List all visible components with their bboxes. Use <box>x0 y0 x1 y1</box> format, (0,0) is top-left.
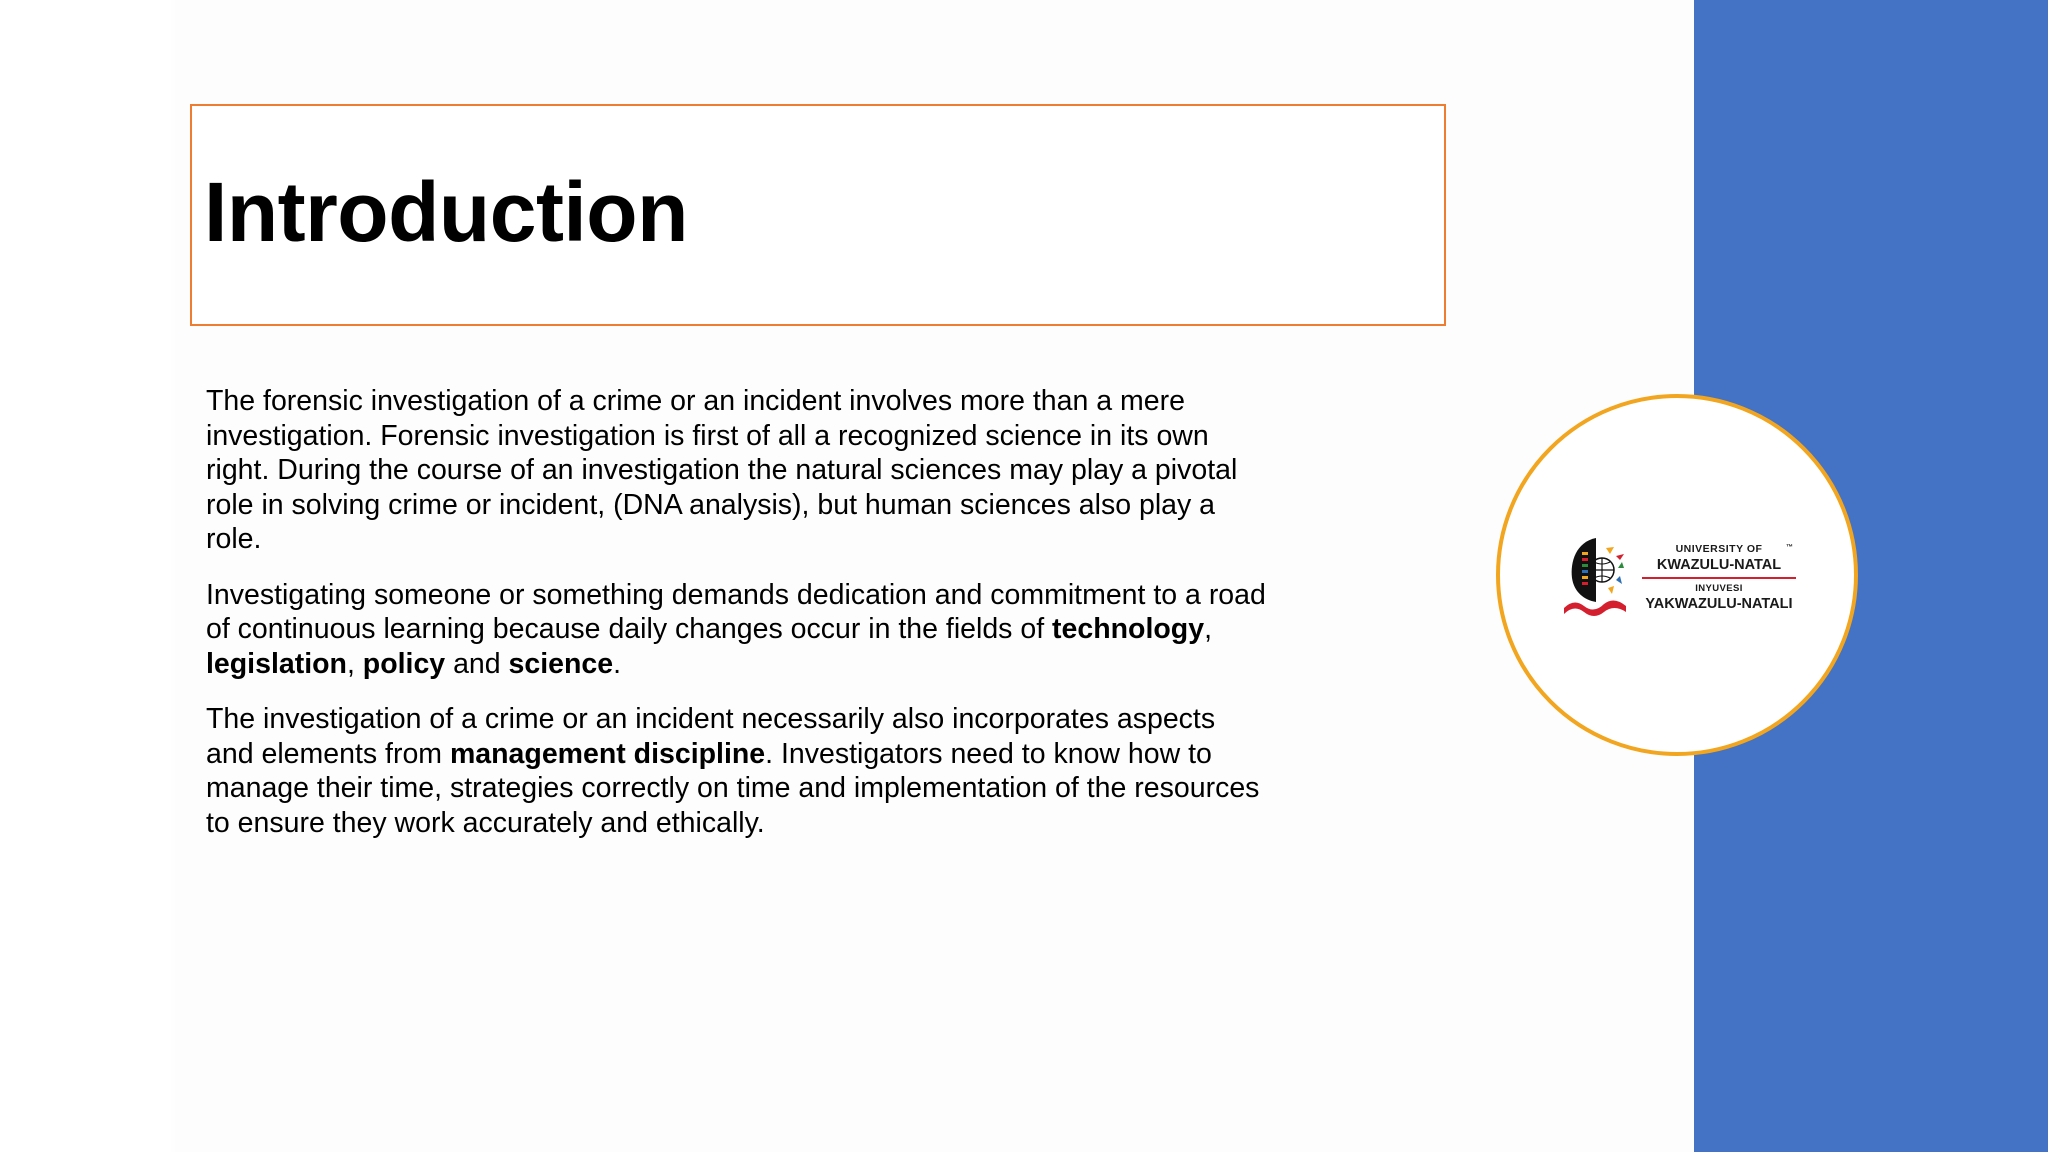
term-management-discipline: management discipline <box>449 737 766 770</box>
term-technology: technology <box>1052 613 1205 645</box>
separator: and <box>445 647 509 680</box>
logo-line-4: YAKWAZULU-NATALI <box>1645 595 1793 612</box>
logo-line-3: INYUVESI <box>1695 583 1743 594</box>
slide-title: Introduction <box>204 165 688 259</box>
paragraph-1: The forensic investigation of a crime or an incident involves more than a mere investigation. Forensic investigation is first of all a recognized science in its own right. During the course of an investigation the natural sciences may play a pivotal role in solving crime or incident, (DNA analysis), but human sciences also play a role. <box>206 385 1238 555</box>
logo-line-1: UNIVERSITY OF <box>1675 543 1763 555</box>
separator: , <box>1204 613 1212 645</box>
logo-wordmark <box>1638 544 1800 611</box>
paragraph-2-end: . <box>613 647 622 680</box>
body-text <box>206 384 1266 861</box>
term-legislation: legislation <box>206 647 347 680</box>
term-science: science <box>508 647 614 680</box>
paragraph-2 <box>206 578 1266 682</box>
paragraph-3-rest: . Investigators need to know how to manage their time, strategies correctly on time and implementation of the resources to ensure they work accurately and ethically. <box>206 737 1260 839</box>
paragraph-3-lead: The investigation of a crime or an incident necessarily also incorporates aspects and elements from <box>206 703 1216 770</box>
university-logo <box>1560 534 1800 620</box>
paragraph-3 <box>206 702 1266 840</box>
logo-divider <box>1642 577 1796 579</box>
logo-line-2: KWAZULU-NATAL <box>1656 556 1782 573</box>
separator: , <box>346 647 363 680</box>
shield-emblem-icon <box>1560 534 1640 620</box>
paragraph-2-lead: Investigating someone or something demands dedication and commitment to a road of continuous learning because daily changes occur in the fields of <box>206 578 1266 645</box>
trademark-mark: ™ <box>1786 544 1793 551</box>
term-policy: policy <box>362 647 446 680</box>
